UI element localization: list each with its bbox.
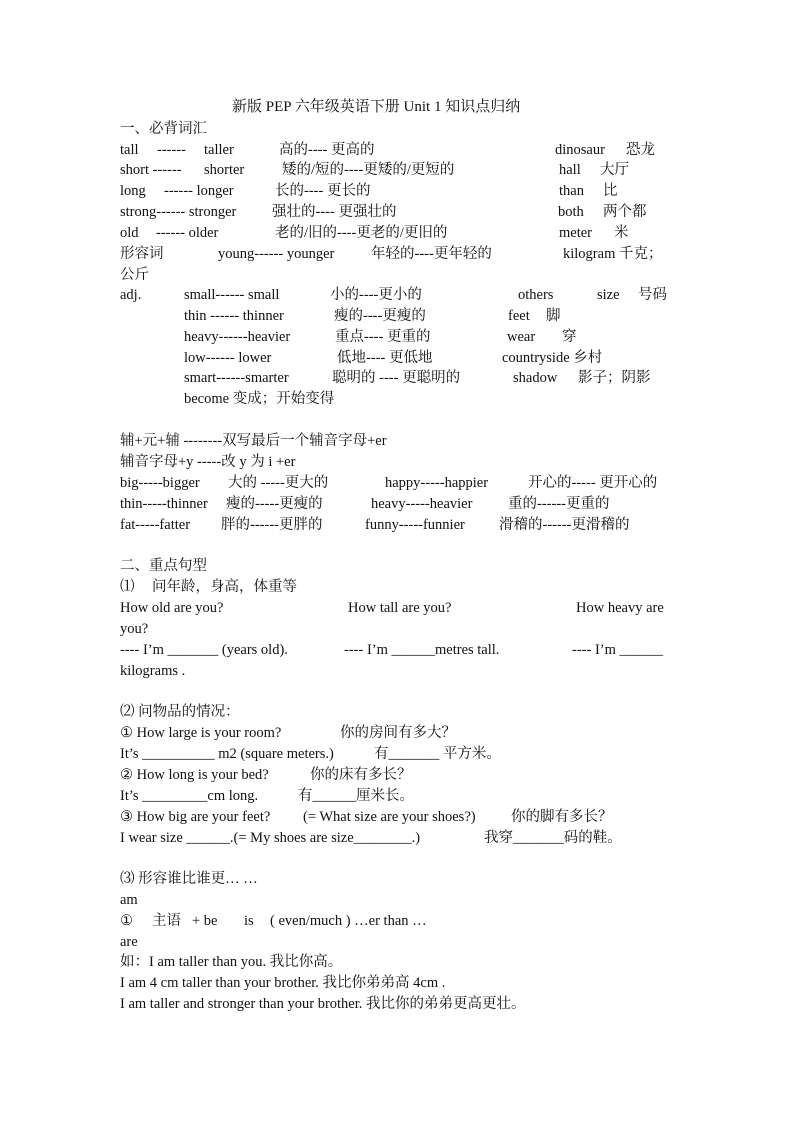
question: How tall are you? [348, 600, 452, 616]
sentence-cn: 有_______ 平方米。 [374, 746, 501, 762]
vocab-meaning-right: 脚 [546, 308, 561, 324]
vocab-meaning: 聪明的 ---- 更聪明的 [332, 370, 461, 386]
vocab-word-right: meter [559, 225, 593, 241]
vocab-word: long [120, 183, 146, 199]
sentence-cn: 你的脚有多长？ [511, 809, 613, 825]
vocab-meaning-right: 米 [614, 225, 629, 241]
vocab-meaning: 矮的/短的----更矮的/更短的 [282, 162, 455, 178]
vocab-comparative: taller [204, 142, 234, 158]
answer: ---- I’m _______ (years old). [120, 642, 288, 658]
answer: ---- I’m ______metres tall. [344, 642, 500, 658]
rule-example: funny-----funnier [365, 517, 465, 533]
vocab-word-right: both [558, 204, 584, 220]
sentence-cn: 你的床有多长？ [310, 767, 412, 783]
sentence-en: ① How large is your room? [120, 725, 282, 741]
question-continuation: you? [120, 621, 149, 637]
vocab-word-right: dinosaur [555, 142, 605, 158]
vocab-meaning-right: 大厅 [600, 162, 629, 178]
vocab-word: strong------ stronger [120, 204, 237, 220]
page-title: 新版 PEP 六年级英语下册 Unit 1 知识点归纳 [232, 99, 521, 115]
vocab-meaning: 高的---- 更高的 [279, 142, 375, 158]
vocab-word-right: feet [508, 308, 530, 324]
vocab-comparative: low------ lower [184, 350, 272, 366]
rule-example-meaning: 重的------更重的 [508, 496, 610, 512]
sentence-cn: 有______厘米长。 [298, 788, 414, 804]
vocab-word-right: hall [559, 162, 581, 178]
sentence-en-alt: (= What size are your shoes?) [303, 809, 476, 825]
question: How heavy are [576, 600, 664, 616]
vocab-comparative: heavy------heavier [184, 329, 291, 345]
rule-example-meaning: 大的 -----更大的 [228, 475, 329, 491]
vocab-meaning: 老的/旧的----更老的/更旧的 [275, 225, 448, 241]
sentence-en: It’s __________ m2 (square meters.) [120, 746, 334, 762]
vocab-meaning: 低地---- 更低地 [337, 350, 433, 366]
vocab-comparative: smart------smarter [184, 370, 289, 386]
section2-heading: 二、重点句型 [120, 558, 207, 574]
vocab-meaning: 年轻的----更年轻的 [371, 246, 492, 262]
formula-are: are [120, 934, 138, 950]
sentence-cn: 我穿_______码的鞋。 [484, 830, 622, 846]
sentence-en: It’s _________cm long. [120, 788, 259, 804]
sentence-en: ② How long is your bed? [120, 767, 269, 783]
vocab-extra: become 变成；开始变得 [184, 391, 335, 407]
vocab-word-right: shadow [513, 370, 558, 386]
sub1-number: ⑴ [120, 579, 135, 595]
vocab-label: adj. [120, 287, 142, 303]
vocab-word: tall [120, 142, 139, 158]
rule-example: heavy-----heavier [371, 496, 473, 512]
vocab-comparative: ------ older [156, 225, 219, 241]
spelling-rule: 辅+元+辅 --------双写最后一个辅音字母+er [120, 433, 387, 449]
answer: ---- I’m ______ [572, 642, 664, 658]
vocab-comparative: young------ younger [218, 246, 335, 262]
vocab-word-right: than [559, 183, 584, 199]
vocab-dash: ------ [157, 142, 186, 158]
vocab-meaning-right: 号码 [638, 287, 667, 303]
vocab-meaning-right: 比 [603, 183, 618, 199]
rule-example-meaning: 滑稽的------更滑稽的 [499, 517, 630, 533]
example-sentence: I am 4 cm taller than your brother. 我比你弟弟高 4cm . [120, 975, 446, 991]
vocab-word-right: others [518, 287, 554, 303]
formula-is: is [244, 913, 254, 929]
rule-example-meaning: 开心的----- 更开心的 [528, 475, 658, 491]
formula-number: ① [120, 913, 133, 929]
question: How old are you? [120, 600, 224, 616]
vocab-meaning: 小的----更小的 [330, 287, 422, 303]
vocab-meaning: 强壮的---- 更强壮的 [272, 204, 397, 220]
sentence-en: ③ How big are your feet? [120, 809, 271, 825]
vocab-word-right: size [597, 287, 620, 303]
rule-example-meaning: 瘦的-----更瘦的 [226, 496, 323, 512]
answer-continuation: kilograms . [120, 663, 186, 679]
vocab-meaning: 重点---- 更重的 [335, 329, 431, 345]
vocab-comparative: thin ------ thinner [184, 308, 284, 324]
vocab-word-right: wear [507, 329, 536, 345]
vocab-meaning-right: 影子；阴影 [578, 370, 651, 386]
formula-am: am [120, 892, 138, 908]
rule-example: fat-----fatter [120, 517, 191, 533]
sentence-cn: 你的房间有多大？ [340, 725, 456, 741]
example-sentence: 如：I am taller than you. 我比你高。 [120, 954, 343, 970]
sub3-label: ⑶ 形容谁比谁更… … [120, 871, 258, 887]
rule-example-meaning: 胖的------更胖的 [221, 517, 323, 533]
section1-heading: 一、必背词汇 [120, 121, 207, 137]
example-sentence: I am taller and stronger than your brother. 我比你的弟弟更高更壮。 [120, 996, 526, 1012]
vocab-comparative: small------ small [184, 287, 280, 303]
sentence-en: I wear size ______.(= My shoes are size________.) [120, 830, 421, 846]
vocab-word-right: kilogram 千克； [563, 246, 663, 262]
vocab-comparative: shorter [204, 162, 245, 178]
rule-example: big-----bigger [120, 475, 200, 491]
vocab-word: old [120, 225, 139, 241]
vocab-meaning-right: 两个都 [603, 204, 647, 220]
vocab-meaning: 瘦的----更瘦的 [334, 308, 426, 324]
vocab-meaning: 长的---- 更长的 [275, 183, 371, 199]
vocab-word-right: countryside 乡村 [502, 350, 603, 366]
formula-rest: ( even/much ) …er than … [270, 913, 427, 929]
rule-example: happy-----happier [385, 475, 489, 491]
vocab-comparative: ------ longer [164, 183, 234, 199]
vocab-meaning-right: 恐龙 [626, 142, 655, 158]
sub2-label: ⑵ 问物品的情况： [120, 704, 240, 720]
spelling-rule: 辅音字母+y -----改 y 为 i +er [120, 454, 296, 470]
vocab-meaning-right: 穿 [562, 329, 577, 345]
formula-be: + be [192, 913, 218, 929]
sub1-label: 问年龄，身高，体重等 [152, 579, 297, 595]
vocab-continuation: 公斤 [120, 267, 149, 283]
vocab-label: 形容词 [120, 246, 164, 262]
formula-subject: 主语 [152, 913, 181, 929]
rule-example: thin-----thinner [120, 496, 208, 512]
vocab-word: short ------ [120, 162, 182, 178]
